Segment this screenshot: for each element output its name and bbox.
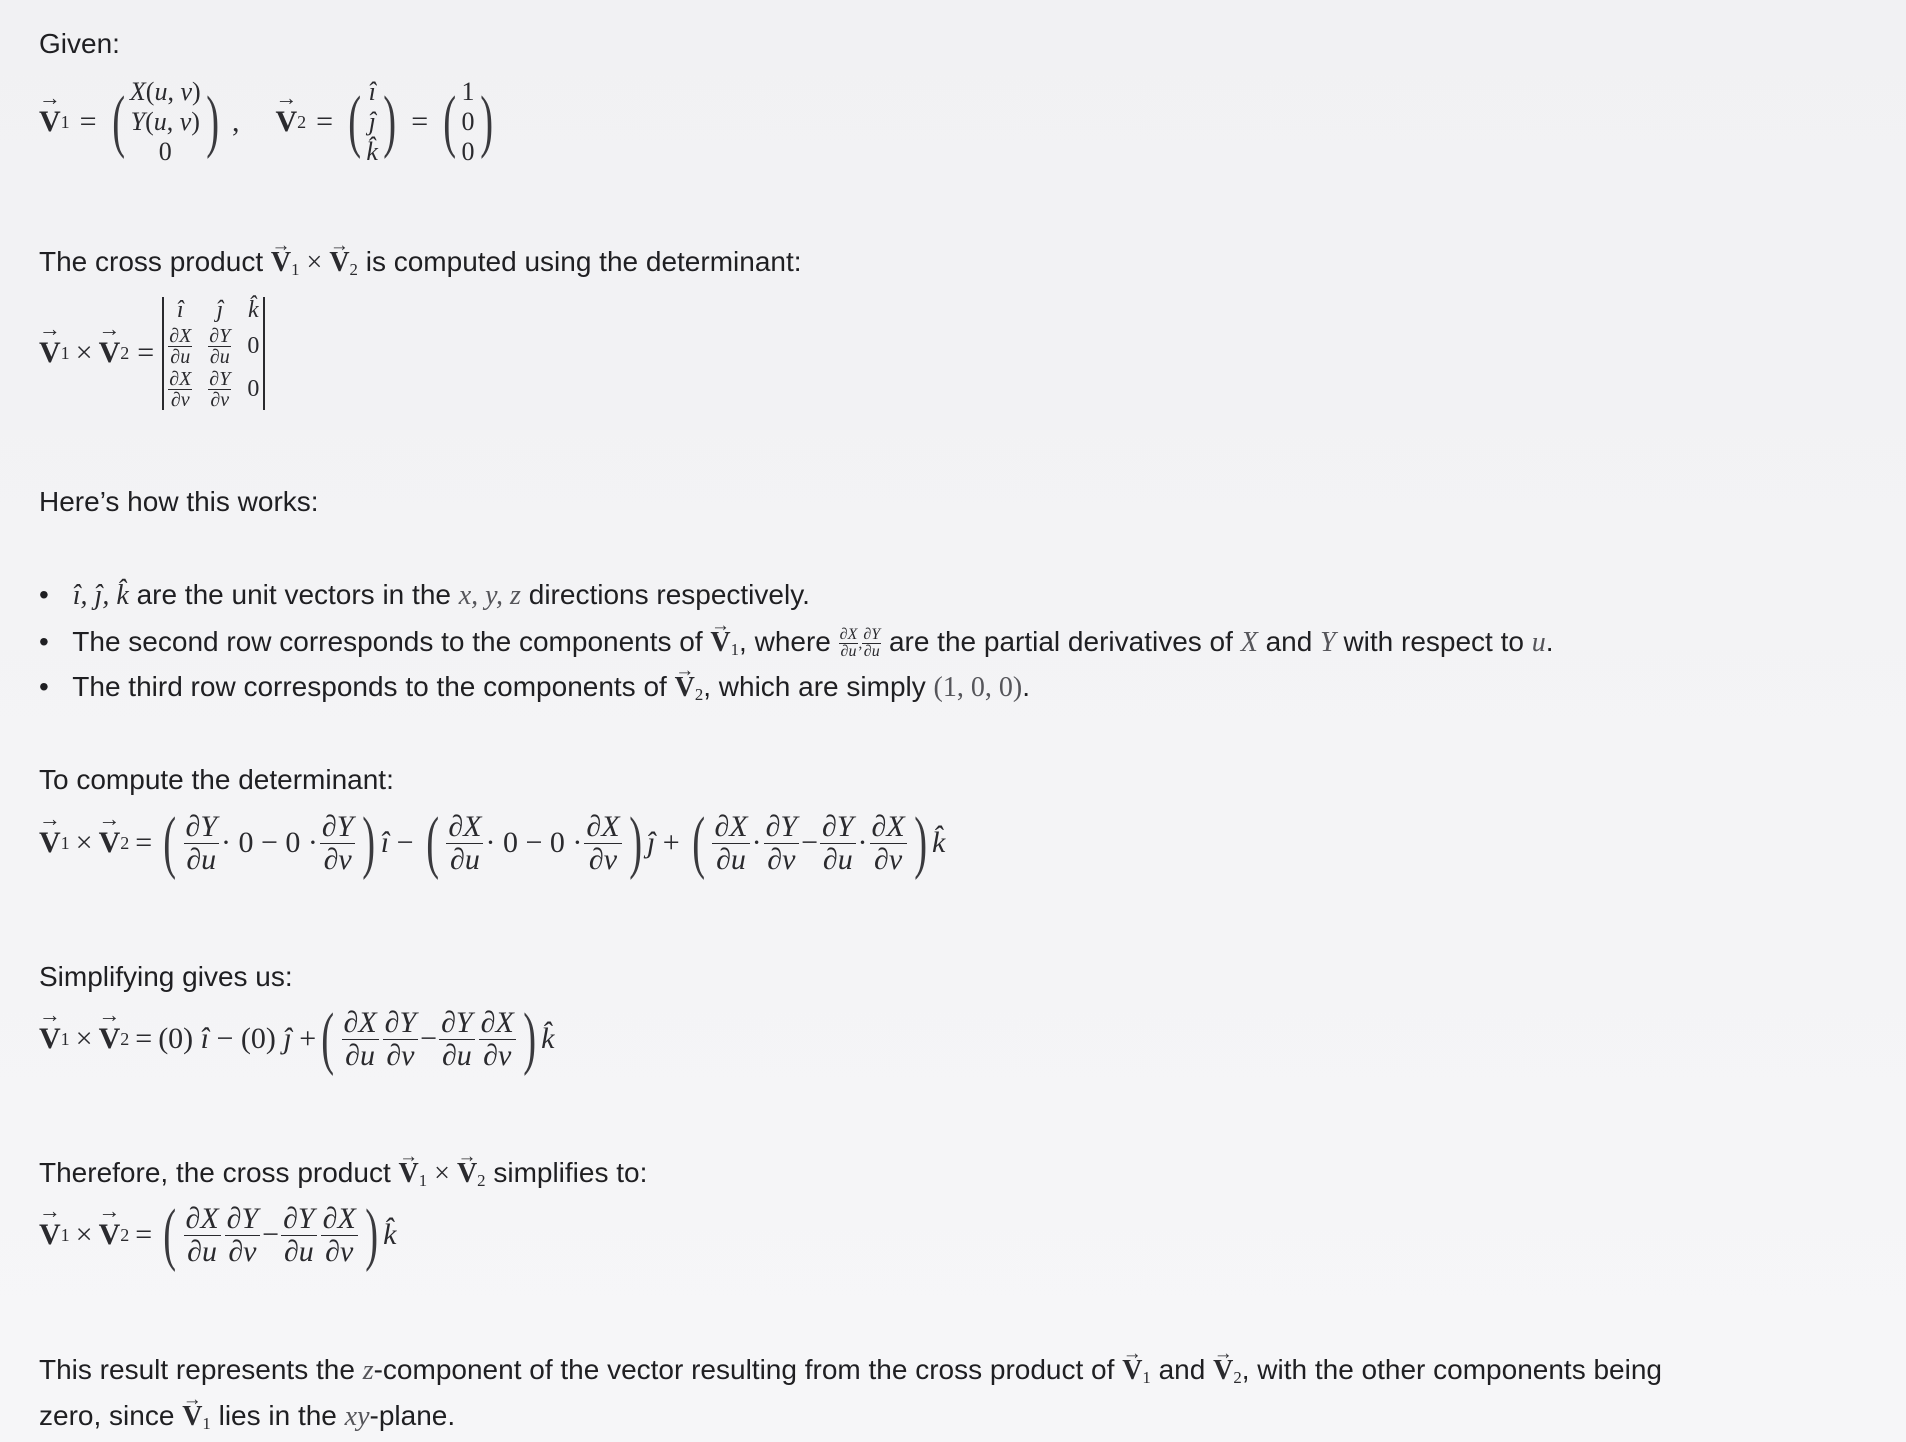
- how-label: Here’s how this works:: [39, 486, 319, 517]
- given-equation: → V 1 = ( X(u, v) Y(u, v) 0 ) , → V 2 = ( î ĵ k̂ ) = ( 1 0 0 ): [39, 72, 498, 172]
- simplify-label: Simplifying gives us:: [39, 961, 293, 992]
- compute-label: To compute the determinant:: [39, 764, 394, 795]
- conclusion-line-1: This result represents the z-component of the vector resulting from the cross product of → $V_1$ and → $V_2$, with the other components being: [39, 1352, 1662, 1396]
- determinant-matrix: î ĵ k̂ ∂X ∂u ∂Y ∂u 0 ∂X ∂v ∂Y ∂v 0: [162, 297, 265, 410]
- given-label: Given:: [39, 28, 120, 59]
- compute-equation: → V 1 × → V 2 = ( $\frac{\partial Y}{\partial u}$ · 0 − 0 · $\frac{\partial Y}{\partial v}$ ) î − ( $\frac{\partial X}{\partial u}$ · 0 − 0 · $\frac{\partial X}{\partial v}$ ) ĵ + ( $\frac{\partial X}{\partial u}$ · $\frac{\partial Y}{\partial v}$ − $\frac{\partial Y}{\partial u}$ · $\frac{\partial X}{\partial v}$ ) k̂: [39, 808, 945, 878]
- therefore-intro: Therefore, the cross product → $V_1$ × → $V_2$ simplifies to:: [39, 1155, 647, 1199]
- simplify-equation: → V 1 × → V 2 = (0) î − (0) ĵ + ( $\frac{\partial X}{\partial u}$ $\frac{\partial Y}{\partial v}$ − $\frac{\partial Y}{\partial u}$ $\frac{\partial X}{\partial v}$ ) k̂: [39, 1004, 554, 1074]
- bullet-unit-vectors: • î, ĵ, k̂ are the unit vectors in the x, y, z directions respectively.: [39, 579, 810, 611]
- cross-product-intro: The cross product → $V_1$ × → $V_2$ is computed using the determinant:: [39, 244, 802, 288]
- determinant-equation: → V 1 × → V 2 = î ĵ k̂ ∂X ∂u ∂Y ∂u 0 ∂X ∂v ∂Y ∂v 0: [39, 298, 265, 408]
- bullet-second-row: • The second row corresponds to the components of → $V_1$, where ∂X ∂u , ∂Y ∂u are the partial derivatives of X and Y with respect to u.: [39, 624, 1554, 668]
- bullet-third-row: • The third row corresponds to the components of → $V_2$, which are simply (1, 0, 0).: [39, 669, 1030, 713]
- result-equation: → V 1 × → V 2 = ( $\frac{\partial X}{\partial u}$ $\frac{\partial Y}{\partial v}$ − $\frac{\partial Y}{\partial u}$ $\frac{\partial X}{\partial v}$ ) k̂: [39, 1200, 396, 1270]
- conclusion-line-2: zero, since → $V_1$ lies in the xy-plane.: [39, 1398, 455, 1442]
